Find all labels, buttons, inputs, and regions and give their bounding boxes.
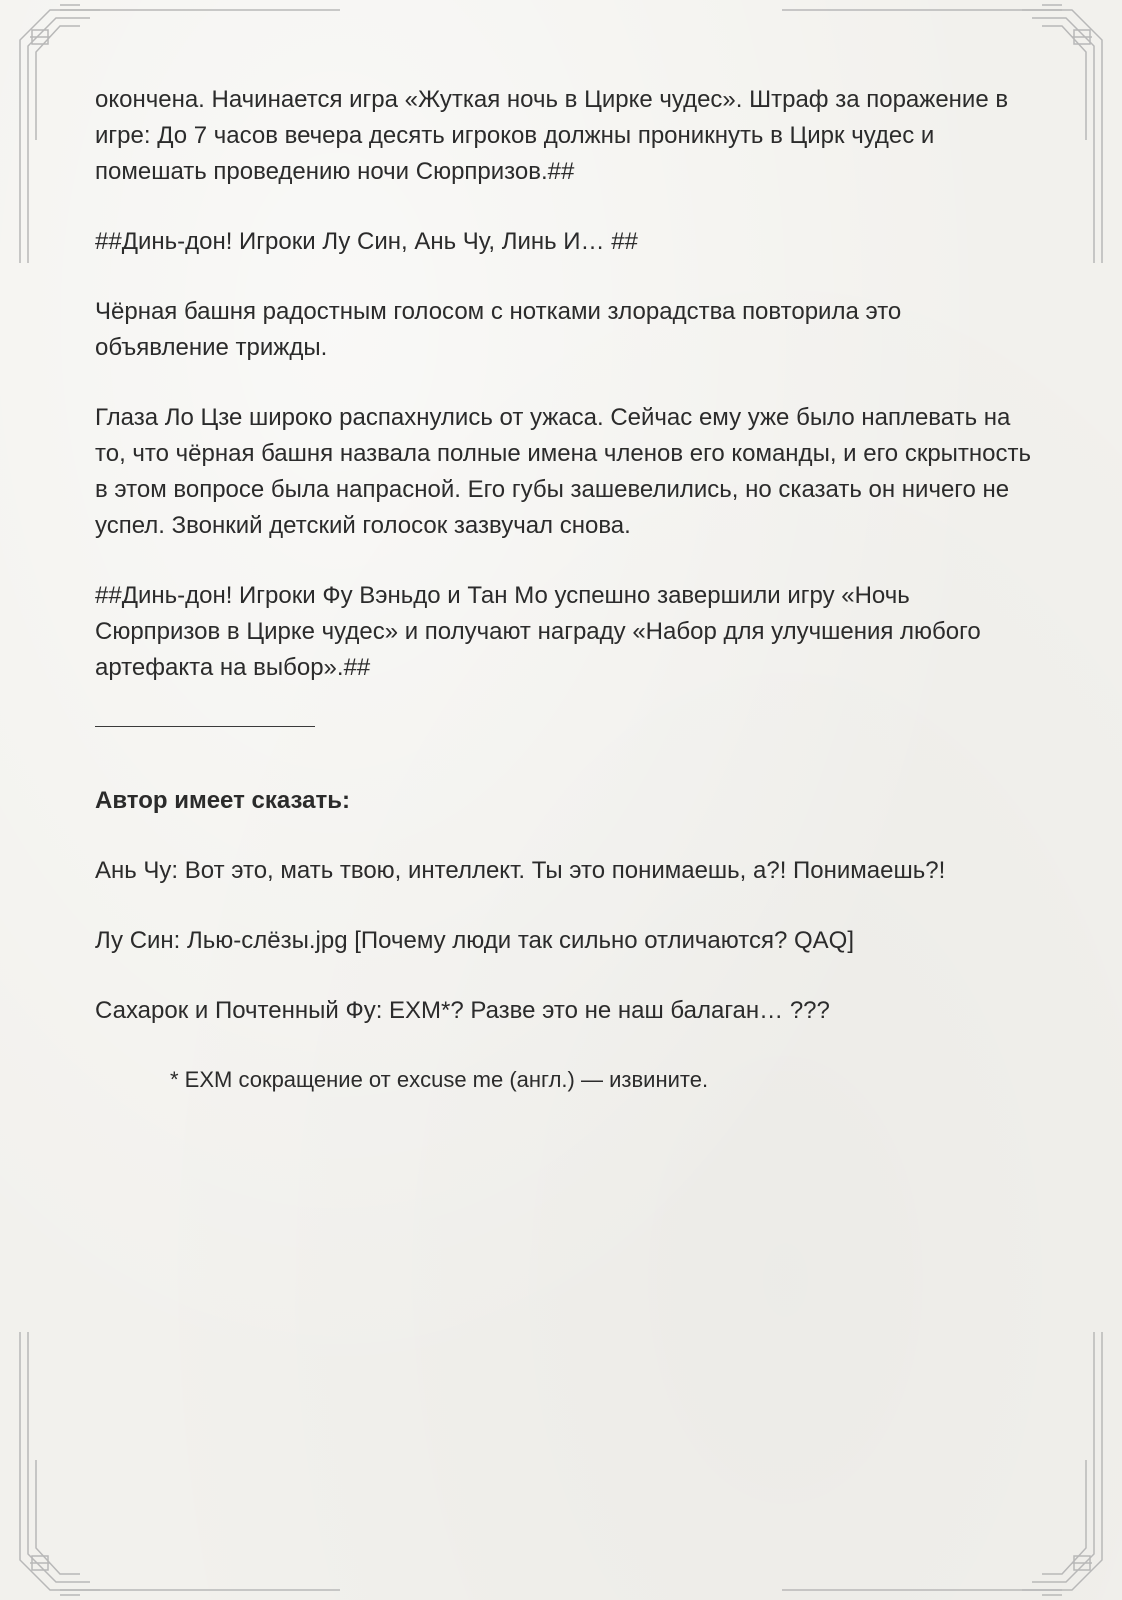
author-note-sugar-and-fu: Сахарок и Почтенный Фу: EXM*? Разве это не наш балаган… ??? xyxy=(95,997,830,1024)
paragraph-announcement-reward: ##Динь-дон! Игроки Фу Вэньдо и Тан Мо успешно завершили игру «Ночь Сюрпризов в Цирке чудес» и получают награду «Набор для улучшения любого артефакта на выбор».## xyxy=(95,582,981,681)
paragraph-announcement-players: ##Динь-дон! Игроки Лу Син, Ань Чу, Линь И… ## xyxy=(95,228,638,255)
footnote-exm: * EXM сокращение от excuse me (англ.) — извините. xyxy=(170,1067,709,1092)
document-body xyxy=(95,82,1035,1097)
paragraph-black-tower: Чёрная башня радостным голосом с нотками злорадства повторила это объявление трижды. xyxy=(95,298,902,361)
paragraph-luo-ze: Глаза Ло Цзе широко распахнулись от ужаса. Сейчас ему уже было наплевать на то, что чёрная башня назвала полные имена членов его команды, и его скрытность в этом вопросе была напрасной. Его губы зашевелились, но сказать он ничего не успел. Звонкий детский голосок зазвучал снова. xyxy=(95,404,1031,539)
section-divider xyxy=(95,726,315,727)
author-notes-heading: Автор имеет сказать: xyxy=(95,787,350,814)
author-note-an-chu: Ань Чу: Вот это, мать твою, интеллект. Ты это понимаешь, а?! Понимаешь?! xyxy=(95,857,946,884)
author-note-lu-xing: Лу Син: Лью-слёзы.jpg [Почему люди так сильно отличаются? QAQ] xyxy=(95,927,854,954)
paragraph-game-start: окончена. Начинается игра «Жуткая ночь в Цирке чудес». Штраф за поражение в игре: До 7 часов вечера десять игроков должны проникнуть в Цирк чудес и помешать проведению ночи Сюрпризов.## xyxy=(95,86,1009,185)
